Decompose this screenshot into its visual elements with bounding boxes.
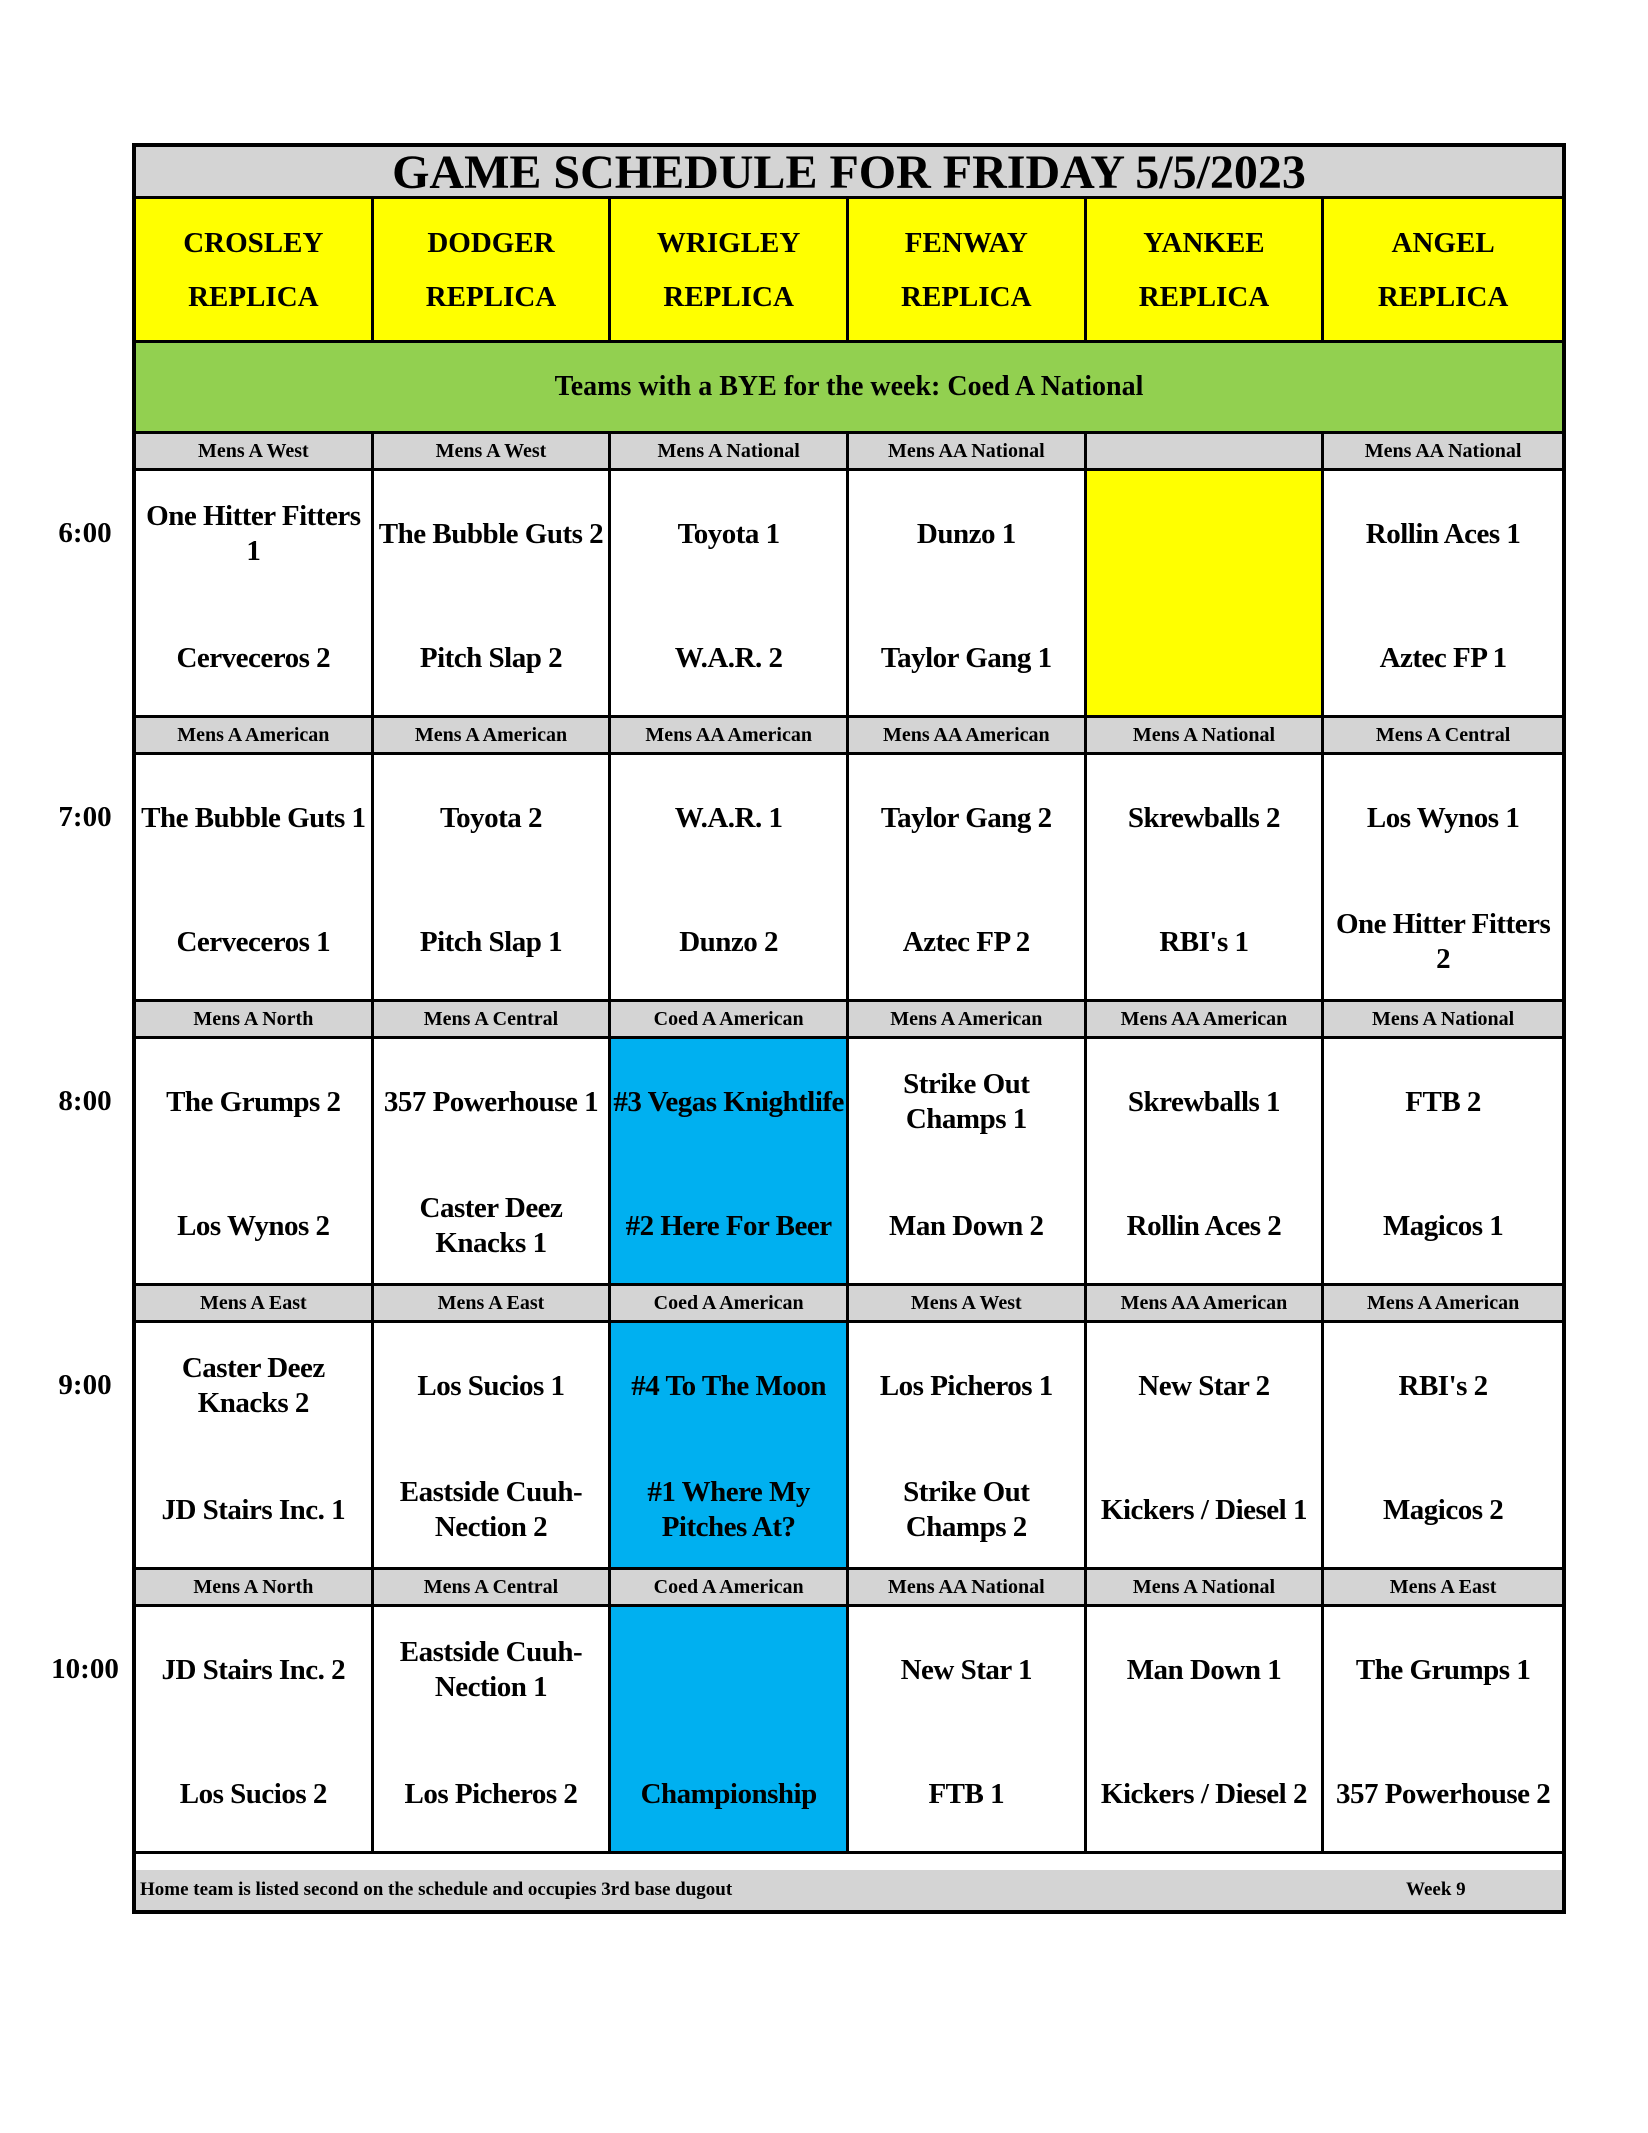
home-team: #1 Where My Pitches At? [647,1476,810,1543]
division-label: Coed A American [611,1002,849,1039]
away-team: Skrewballs 1 [1127,1085,1281,1118]
division-label: Mens A North [136,1002,374,1039]
division-label: Mens A East [374,1286,612,1323]
schedule-sheet [132,143,1566,1914]
game-cell [136,755,374,1002]
game-cell [611,1039,849,1286]
field-name: DODGER [427,226,555,259]
away-team: Man Down 1 [1126,1653,1282,1686]
away-team: One Hitter Fitters 1 [146,500,361,567]
game-cell [849,471,1087,718]
division-label: Mens AA National [1324,434,1562,471]
division-label: Mens A National [611,434,849,471]
division-label: Mens A Central [374,1570,612,1607]
division-label: Mens A American [136,718,374,755]
game-cell [1087,1607,1325,1854]
away-team [611,1625,846,1715]
footer-bar [136,1870,1562,1910]
game-cell [849,1039,1087,1286]
home-team: 357 Powerhouse 2 [1335,1777,1551,1810]
division-label: Mens A Central [1324,718,1562,755]
home-team: Man Down 2 [889,1209,1044,1242]
game-cell [374,1607,612,1854]
home-team: Rollin Aces 2 [1126,1209,1282,1242]
home-team: Magicos 2 [1382,1493,1504,1526]
division-label: Mens A East [1324,1570,1562,1607]
field-type: REPLICA [901,280,1032,313]
division-label: Mens A American [849,1002,1087,1039]
division-label: Mens AA American [1087,1286,1325,1323]
away-team: Dunzo 1 [916,517,1016,550]
field-type: REPLICA [1138,280,1270,313]
home-team: Strike Out Champs 2 [903,1476,1030,1543]
division-row [136,718,1562,755]
division-label: Mens AA National [849,1570,1087,1607]
away-team: The Grumps 2 [166,1085,341,1118]
game-cell [136,1323,374,1570]
division-row [136,1002,1562,1039]
game-cell [1087,1039,1325,1286]
week-label: Week 9 [1406,1879,1466,1900]
time-slot-block [136,718,1562,1002]
game-row [136,471,1562,718]
time-label: 9:00 [58,1369,112,1401]
game-cell [849,755,1087,1002]
time-label: 7:00 [58,801,112,833]
home-team: JD Stairs Inc. 1 [161,1493,346,1526]
field-name: ANGEL [1391,226,1495,259]
home-team: Caster Deez Knacks 1 [419,1192,563,1259]
away-team: FTB 2 [1405,1085,1481,1118]
away-team: W.A.R. 1 [674,801,783,834]
away-team: Rollin Aces 1 [1365,517,1521,550]
field-name: FENWAY [904,226,1028,259]
game-cell [611,1607,849,1854]
away-team: #3 Vegas Knightlife [613,1085,844,1118]
home-team: Pitch Slap 1 [419,925,563,958]
field-header-row [136,199,1562,343]
division-label: Mens A National [1087,718,1325,755]
home-team: Cerveceros 1 [176,925,331,958]
home-team: Pitch Slap 2 [419,641,563,674]
away-team [1087,489,1322,579]
home-team: Championship [640,1777,817,1810]
away-team: Toyota 1 [677,517,780,550]
away-team: New Star 1 [900,1653,1032,1686]
away-team: The Bubble Guts 2 [378,517,604,550]
game-cell [1324,1607,1562,1854]
field-type: REPLICA [188,280,319,313]
field-name: WRIGLEY [656,226,801,259]
game-row [136,1039,1562,1286]
away-team: Skrewballs 2 [1127,801,1281,834]
game-cell [374,471,612,718]
field-header-wrigley [611,199,849,343]
away-team: 357 Powerhouse 1 [383,1085,599,1118]
away-team: Taylor Gang 2 [880,801,1052,834]
game-cell [1087,1323,1325,1570]
division-row [136,434,1562,471]
division-row [136,1570,1562,1607]
home-team [1087,613,1322,703]
game-row [136,1607,1562,1854]
division-label: Mens A National [1087,1570,1325,1607]
home-team: #2 Here For Beer [625,1209,832,1242]
game-cell [849,1607,1087,1854]
away-team: JD Stairs Inc. 2 [161,1653,346,1686]
home-team: Los Picheros 2 [404,1777,578,1810]
field-header-dodger [374,199,612,343]
field-type: REPLICA [425,280,557,313]
game-row [136,755,1562,1002]
game-cell [849,1323,1087,1570]
division-label: Mens A National [1324,1002,1562,1039]
game-cell [1324,755,1562,1002]
home-team: Los Sucios 2 [179,1777,327,1810]
home-team: Los Wynos 2 [177,1209,330,1242]
home-team: RBI's 1 [1159,925,1249,958]
game-cell [1324,1323,1562,1570]
division-label: Mens A West [374,434,612,471]
game-cell [136,1039,374,1286]
home-team: Aztec FP 1 [1379,641,1507,674]
game-cell [1087,471,1325,718]
game-cell [374,1323,612,1570]
time-label: 6:00 [58,517,112,549]
field-header-angel [1324,199,1562,343]
field-header-crosley [136,199,374,343]
home-team: Cerveceros 2 [176,641,331,674]
time-label: 8:00 [58,1085,112,1117]
game-cell [136,1607,374,1854]
home-team: Magicos 1 [1382,1209,1504,1242]
division-label: Mens A American [374,718,612,755]
page-title: GAME SCHEDULE FOR FRIDAY 5/5/2023 [136,147,1562,199]
game-cell [1324,1039,1562,1286]
away-team: Los Wynos 1 [1366,801,1520,834]
home-team: One Hitter Fitters 2 [1335,908,1551,975]
field-name: YANKEE [1143,226,1265,259]
time-slot-block [136,1570,1562,1854]
division-label: Mens A West [136,434,374,471]
field-type: REPLICA [663,280,794,313]
division-label [1087,434,1325,471]
time-label: 10:00 [51,1653,119,1685]
division-label: Mens AA American [1087,1002,1325,1039]
away-team: RBI's 2 [1398,1369,1488,1402]
game-cell [374,755,612,1002]
game-cell [374,1039,612,1286]
away-team: The Bubble Guts 1 [141,801,366,834]
division-row [136,1286,1562,1323]
game-cell [611,755,849,1002]
game-cell [1324,471,1562,718]
home-team: W.A.R. 2 [674,641,783,674]
away-team: Los Sucios 1 [417,1369,565,1402]
home-team: Kickers / Diesel 1 [1100,1493,1307,1526]
home-team: Eastside Cuuh-Nection 2 [399,1476,583,1543]
home-team: Aztec FP 2 [902,925,1030,958]
division-label: Mens A Central [374,1002,612,1039]
home-team: Dunzo 2 [679,925,779,958]
field-header-yankee [1087,199,1325,343]
footer-note: Home team is listed second on the schedule and occupies 3rd base dugout [140,1879,733,1900]
away-team: Strike Out Champs 1 [903,1068,1030,1135]
game-cell [1087,755,1325,1002]
game-cell [611,1323,849,1570]
home-team: Taylor Gang 1 [880,641,1052,674]
game-cell [136,471,374,718]
time-slot-block [136,1002,1562,1286]
bye-banner: Teams with a BYE for the week: Coed A National [136,343,1562,434]
home-team: Kickers / Diesel 2 [1100,1777,1307,1810]
away-team: The Grumps 1 [1355,1653,1531,1686]
division-label: Coed A American [611,1570,849,1607]
away-team: Caster Deez Knacks 2 [181,1352,325,1419]
division-label: Coed A American [611,1286,849,1323]
division-label: Mens A East [136,1286,374,1323]
field-type: REPLICA [1377,280,1509,313]
division-label: Mens AA National [849,434,1087,471]
away-team: Eastside Cuuh-Nection 1 [399,1636,583,1703]
away-team: Toyota 2 [439,801,543,834]
game-row [136,1323,1562,1570]
home-team: FTB 1 [928,1777,1005,1810]
away-team: #4 To The Moon [631,1369,826,1402]
division-label: Mens AA American [849,718,1087,755]
division-label: Mens A West [849,1286,1087,1323]
game-cell [611,471,849,718]
division-label: Mens AA American [611,718,849,755]
division-label: Mens A American [1324,1286,1562,1323]
away-team: Los Picheros 1 [879,1369,1053,1402]
time-slot-block [136,434,1562,718]
time-slot-block [136,1286,1562,1570]
field-header-fenway [849,199,1087,343]
field-name: CROSLEY [183,226,324,259]
division-label: Mens A North [136,1570,374,1607]
away-team: New Star 2 [1138,1369,1270,1402]
